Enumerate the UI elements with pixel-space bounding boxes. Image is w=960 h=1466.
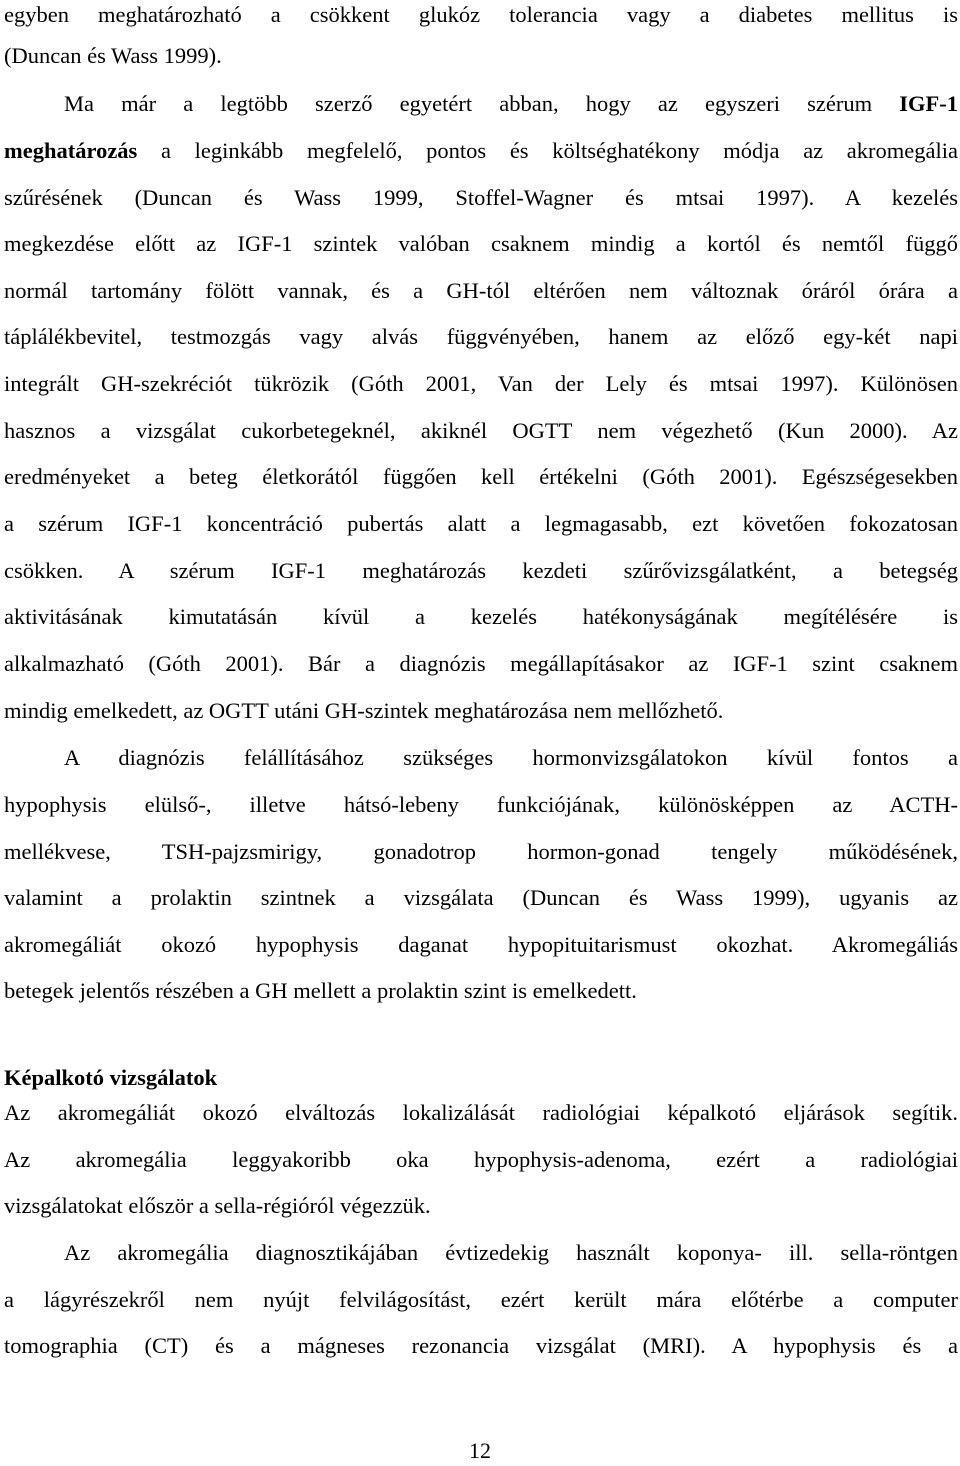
bold-term: meghatározás: [4, 138, 138, 163]
text-line: csökken. A szérum IGF-1 meghatározás kezdeti szűrővizsgálatként, a betegség: [4, 558, 958, 583]
text-line: [4, 136, 958, 166]
text-line: hasznos a vizsgálat cukorbetegeknél, akiknél OGTT nem végezhető (Kun 2000). Az: [4, 418, 958, 443]
text-line: Az akromegália diagnosztikájában évtizedekig használt koponya- ill. sella-röntgen: [64, 1240, 958, 1265]
text-line: betegek jelentős részében a GH mellett a prolaktin szint is emelkedett.: [4, 978, 637, 1003]
text-line: tomographia (CT) és a mágneses rezonancia vizsgálat (MRI). A hypophysis és a: [4, 1333, 958, 1358]
text-line: Az akromegáliát okozó elváltozás lokalizálását radiológiai képalkotó eljárások segítik.: [4, 1100, 958, 1125]
text-line: aktivitásának kimutatásán kívül a kezelés hatékonyságának megítélésére is: [4, 604, 958, 629]
text-line: (Duncan és Wass 1999).: [4, 43, 222, 68]
heading-text: Képalkotó vizsgálatok: [4, 1065, 218, 1090]
text-line: vizsgálatokat először a sella-régióról végezzük.: [4, 1193, 431, 1218]
bold-term: IGF-1: [899, 91, 958, 116]
text-line: A diagnózis felállításához szükséges hormonvizsgálatokon kívül fontos a: [64, 745, 958, 770]
text-line: megkezdése előtt az IGF-1 szintek valóban csaknem mindig a kortól és nemtől függő: [4, 231, 958, 256]
text-line: [4, 89, 958, 119]
text-line: normál tartomány fölött vannak, és a GH-tól eltérően nem változnak óráról órára a: [4, 278, 958, 303]
text-line: a szérum IGF-1 koncentráció pubertás alatt a legmagasabb, ezt követően fokozatosan: [4, 511, 958, 536]
text-line: mindig emelkedett, az OGTT utáni GH-szintek meghatározása nem mellőzhető.: [4, 698, 724, 723]
text-line: mellékvese, TSH-pajzsmirigy, gonadotrop hormon-gonad tengely működésének,: [4, 839, 958, 864]
text-line: integrált GH-szekréciót tükrözik (Góth 2001, Van der Lely és mtsai 1997). Különösen: [4, 371, 958, 396]
text-line: egyben meghatározható a csökkent glukóz tolerancia vagy a diabetes mellitus is: [4, 2, 958, 27]
text-span: a leginkább megfelelő, pontos és költséghatékony módja az akromegália: [137, 138, 958, 163]
text-line: hypophysis elülső-, illetve hátsó-lebeny funkciójának, különösképpen az ACTH-: [4, 792, 958, 817]
text-line: szűrésének (Duncan és Wass 1999, Stoffel-Wagner és mtsai 1997). A kezelés: [4, 185, 958, 210]
text-line: Az akromegália leggyakoribb oka hypophysis-adenoma, ezért a radiológiai: [4, 1147, 958, 1172]
text-line: valamint a prolaktin szintnek a vizsgálata (Duncan és Wass 1999), ugyanis az: [4, 885, 958, 910]
page-number: 12: [469, 1438, 491, 1463]
text-line: akromegáliát okozó hypophysis daganat hypopituitarismust okozhat. Akromegáliás: [4, 932, 958, 957]
text-line: eredményeket a beteg életkorától függően kell értékelni (Góth 2001). Egészségesekben: [4, 464, 958, 489]
text-span: Ma már a legtöbb szerző egyetért abban, hogy az egyszeri szérum: [64, 91, 900, 116]
text-line: táplálékbevitel, testmozgás vagy alvás függvényében, hanem az előző egy-két napi: [4, 324, 958, 349]
text-line: alkalmazható (Góth 2001). Bár a diagnózis megállapításakor az IGF-1 szint csaknem: [4, 651, 958, 676]
section-heading: [4, 1063, 958, 1093]
text-line: a lágyrészekről nem nyújt felvilágosítást, ezért került mára előtérbe a computer: [4, 1287, 958, 1312]
